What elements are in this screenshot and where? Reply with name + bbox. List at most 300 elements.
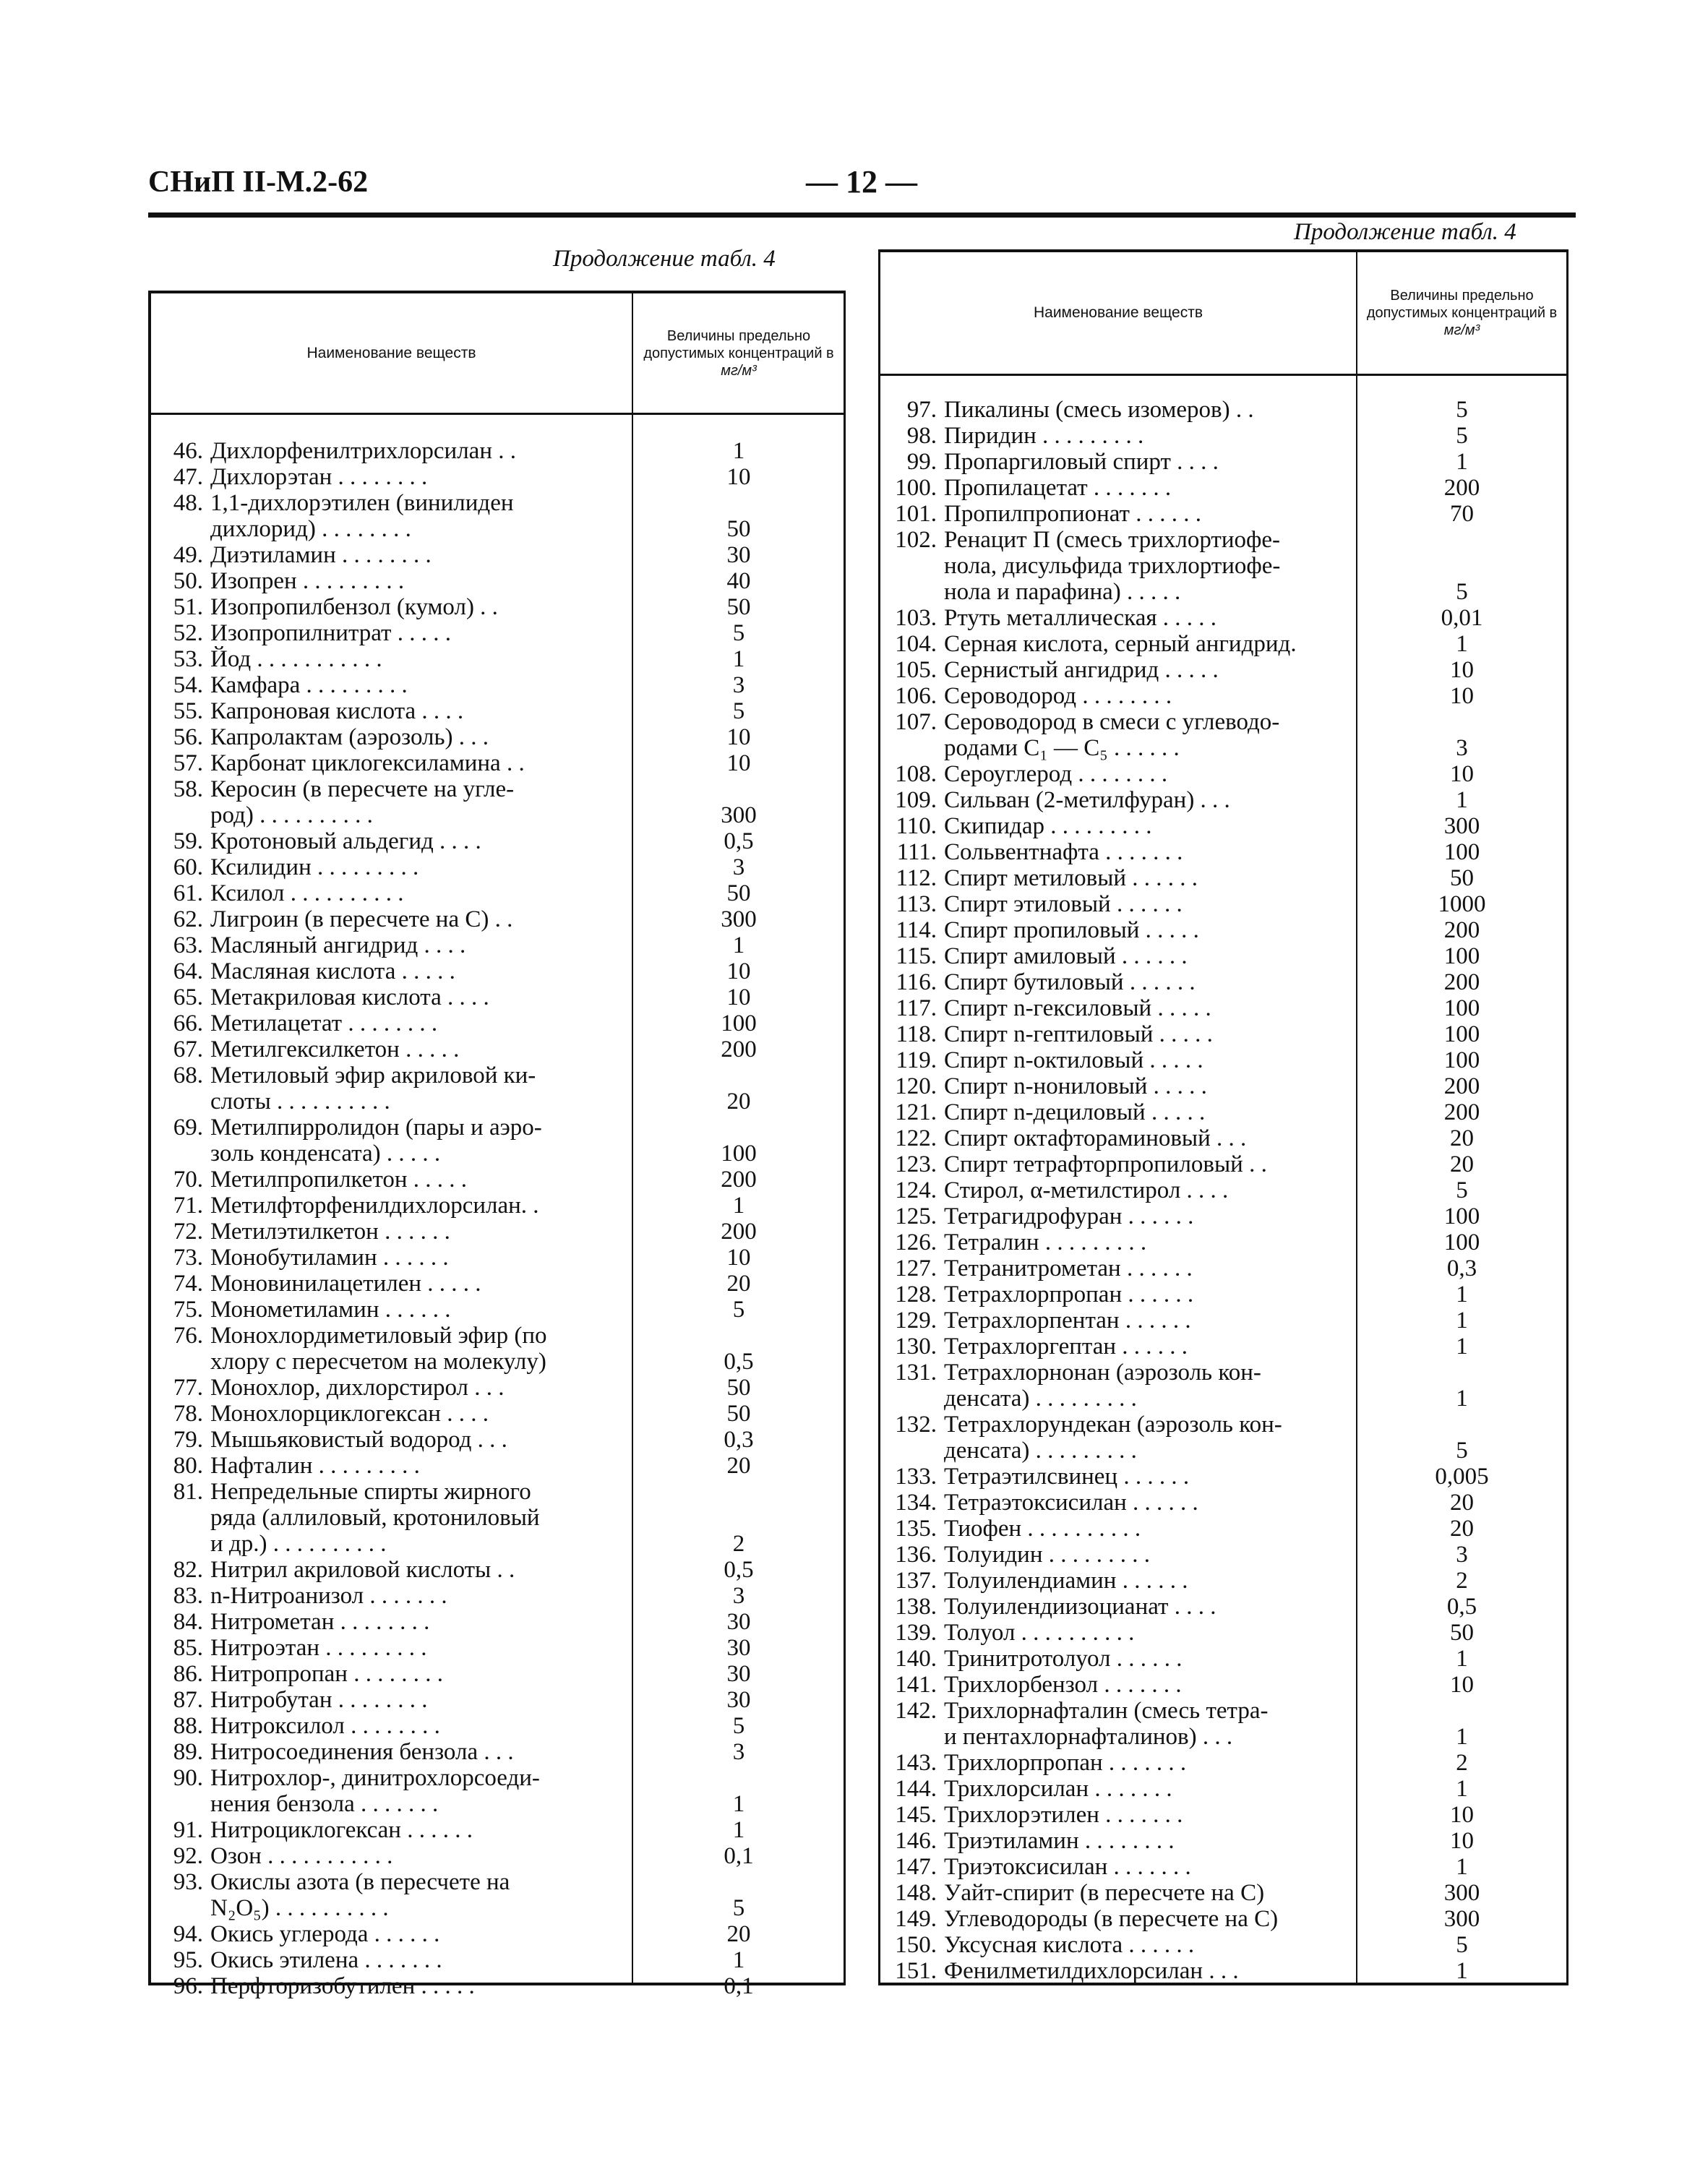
substance-name: Нитроксилол . . . . . . . . bbox=[210, 1713, 440, 1739]
substance-name: Пропаргиловый спирт . . . . bbox=[944, 449, 1219, 475]
limit-value: 10 bbox=[726, 724, 751, 750]
table-row bbox=[880, 1308, 1566, 1334]
table-row bbox=[880, 1776, 1566, 1802]
row-number: 62. bbox=[173, 906, 203, 932]
substance-name: Масляная кислота . . . . . bbox=[210, 958, 455, 984]
row-number: 53. bbox=[173, 646, 203, 672]
limit-value: 0,01 bbox=[1441, 605, 1483, 631]
table-row bbox=[880, 1255, 1566, 1281]
limit-value: 1 bbox=[732, 438, 745, 464]
row-number: 90. bbox=[173, 1765, 203, 1791]
limit-value: 0,005 bbox=[1435, 1464, 1489, 1490]
table-row bbox=[880, 1646, 1566, 1672]
row-number: 133. bbox=[895, 1464, 937, 1490]
row-number: 51. bbox=[173, 594, 203, 620]
substance-name: Нитроциклогексан . . . . . . bbox=[210, 1817, 473, 1843]
row-number: 64. bbox=[173, 958, 203, 984]
row-number: 70. bbox=[173, 1167, 203, 1193]
substance-name: Тетрагидрофуран . . . . . . bbox=[944, 1203, 1194, 1229]
table-row bbox=[880, 1594, 1566, 1620]
table-row bbox=[880, 917, 1566, 943]
row-number: 120. bbox=[895, 1073, 937, 1099]
left-table bbox=[148, 291, 846, 1999]
row-number: 63. bbox=[173, 932, 203, 958]
substance-name: Спирт бутиловый . . . . . . bbox=[944, 969, 1196, 995]
limit-value: 200 bbox=[721, 1167, 757, 1193]
limit-value: 1 bbox=[1456, 1854, 1468, 1880]
row-number: 86. bbox=[173, 1661, 203, 1687]
limit-value: 30 bbox=[726, 1635, 751, 1661]
row-number: 144. bbox=[895, 1776, 937, 1802]
substance-name: Метакриловая кислота . . . . bbox=[210, 984, 489, 1010]
limit-value: 50 bbox=[726, 880, 751, 906]
table-row bbox=[151, 1245, 844, 1271]
substance-name: Монохлордиметиловый эфир (по хлору с пересчетом на молекулу) bbox=[210, 1323, 547, 1375]
row-number: 124. bbox=[895, 1177, 937, 1203]
substance-name: Нитрохлор-, динитрохлорсоеди- нения бензола . . . . . . . bbox=[210, 1765, 540, 1817]
table-row bbox=[151, 776, 844, 828]
substance-name: Нитросоединения бензола . . . bbox=[210, 1739, 514, 1765]
substance-name: Изопрен . . . . . . . . . bbox=[210, 568, 405, 594]
limit-value: 20 bbox=[726, 1921, 751, 1947]
substance-name: Изопропилбензол (кумол) . . bbox=[210, 594, 498, 620]
table-row bbox=[880, 761, 1566, 787]
table-row bbox=[880, 1932, 1566, 1958]
limit-value: 1 bbox=[732, 1947, 745, 1973]
substance-name: Тетрахлорундекан (аэрозоль кон- денсата) . . . . . . . . . bbox=[944, 1412, 1282, 1464]
substance-name: Метилпропилкетон . . . . . bbox=[210, 1167, 468, 1193]
row-number: 73. bbox=[173, 1245, 203, 1271]
table-row bbox=[880, 1698, 1566, 1750]
limit-value: 1 bbox=[1456, 1776, 1468, 1802]
row-number: 59. bbox=[173, 828, 203, 854]
limit-value: 0,3 bbox=[724, 1427, 754, 1453]
limit-value: 50 bbox=[1450, 1620, 1474, 1646]
row-number: 65. bbox=[173, 984, 203, 1010]
table-row bbox=[151, 854, 844, 880]
row-number: 113. bbox=[896, 891, 937, 917]
limit-value: 200 bbox=[1443, 475, 1480, 501]
table-row bbox=[880, 1151, 1566, 1177]
limit-value: 30 bbox=[726, 542, 751, 568]
row-number: 100. bbox=[895, 475, 937, 501]
substance-name: Нитропропан . . . . . . . . bbox=[210, 1661, 443, 1687]
substance-name: Спирт тетрафторпропиловый . . bbox=[944, 1151, 1267, 1177]
substance-name: Трихлорпропан . . . . . . . bbox=[944, 1750, 1187, 1776]
substance-name: Трихлорсилан . . . . . . . bbox=[944, 1776, 1172, 1802]
substance-name: Метилгексилкетон . . . . . bbox=[210, 1036, 460, 1062]
substance-name: Масляный ангидрид . . . . bbox=[210, 932, 466, 958]
table-row bbox=[151, 490, 844, 542]
table-row bbox=[151, 1557, 844, 1583]
row-number: 126. bbox=[895, 1229, 937, 1255]
limit-value: 10 bbox=[726, 464, 751, 490]
limit-value: 1 bbox=[1456, 1308, 1468, 1334]
substance-name: Капролактам (аэрозоль) . . . bbox=[210, 724, 489, 750]
table-row bbox=[880, 709, 1566, 761]
row-number: 47. bbox=[173, 464, 203, 490]
limit-value: 1 bbox=[732, 932, 745, 958]
value-unit: мг/м³ bbox=[1443, 322, 1480, 338]
limit-value: 1 bbox=[732, 646, 745, 672]
row-number: 94. bbox=[173, 1921, 203, 1947]
substance-name: Тиофен . . . . . . . . . . bbox=[944, 1516, 1141, 1542]
substance-name: Метиловый эфир акриловой ки- слоты . . . . . . . . . . bbox=[210, 1062, 536, 1115]
row-number: 146. bbox=[895, 1828, 937, 1854]
table-row bbox=[151, 724, 844, 750]
table-row bbox=[151, 1609, 844, 1635]
table-row bbox=[880, 605, 1566, 631]
limit-value: 10 bbox=[726, 1245, 751, 1271]
limit-value: 10 bbox=[1450, 761, 1474, 787]
table-row bbox=[151, 1739, 844, 1765]
table-row bbox=[151, 1817, 844, 1843]
substance-name: Сернистый ангидрид . . . . . bbox=[944, 657, 1219, 683]
limit-value: 5 bbox=[1456, 579, 1468, 605]
table-row bbox=[880, 995, 1566, 1021]
substance-name: Толуилендиамин . . . . . . bbox=[944, 1568, 1188, 1594]
substance-name: Тетрахлорпентан . . . . . . bbox=[944, 1308, 1191, 1334]
substance-name: Тетрахлоргептан . . . . . . bbox=[944, 1334, 1188, 1360]
substance-name: Спирт n-гексиловый . . . . . bbox=[944, 995, 1211, 1021]
substance-name: Пропилпропионат . . . . . . bbox=[944, 501, 1201, 527]
table-row bbox=[880, 527, 1566, 605]
substance-name: Уксусная кислота . . . . . . bbox=[944, 1932, 1195, 1958]
table-row bbox=[151, 1661, 844, 1687]
row-number: 88. bbox=[173, 1713, 203, 1739]
substance-name: Пикалины (смесь изомеров) . . bbox=[944, 397, 1254, 423]
row-number: 97. bbox=[906, 397, 937, 423]
substance-name: Углеводороды (в пересчете на С) bbox=[944, 1906, 1279, 1932]
table-row bbox=[880, 1203, 1566, 1229]
row-number: 151. bbox=[895, 1958, 937, 1984]
limit-value: 5 bbox=[1456, 1177, 1468, 1203]
substance-name: Йод . . . . . . . . . . . bbox=[210, 646, 382, 672]
table-row bbox=[151, 1765, 844, 1817]
table-row bbox=[880, 813, 1566, 839]
document-code: СНиП II-М.2-62 bbox=[148, 166, 369, 199]
table-row bbox=[151, 1687, 844, 1713]
limit-value: 200 bbox=[721, 1036, 757, 1062]
limit-value: 20 bbox=[1450, 1490, 1474, 1516]
table-row bbox=[880, 397, 1566, 423]
limit-value: 1 bbox=[1456, 449, 1468, 475]
limit-value: 0,5 bbox=[1446, 1594, 1477, 1620]
row-number: 141. bbox=[895, 1672, 937, 1698]
row-number: 116. bbox=[896, 969, 937, 995]
table-row bbox=[880, 787, 1566, 813]
table-row bbox=[151, 594, 844, 620]
row-number: 101. bbox=[895, 501, 937, 527]
limit-value: 50 bbox=[726, 1401, 751, 1427]
limit-value: 20 bbox=[726, 1271, 751, 1297]
substance-name: Тетраэтилсвинец . . . . . . bbox=[944, 1464, 1190, 1490]
row-number: 104. bbox=[895, 631, 937, 657]
limit-value: 100 bbox=[1443, 995, 1480, 1021]
substance-name: 1,1-дихлорэтилен (винилиден дихлорид) . . . . . . . . bbox=[210, 490, 514, 542]
row-number: 68. bbox=[173, 1062, 203, 1088]
row-number: 136. bbox=[895, 1542, 937, 1568]
substance-name: Камфара . . . . . . . . . bbox=[210, 672, 408, 698]
limit-value: 20 bbox=[1450, 1151, 1474, 1177]
row-number: 135. bbox=[895, 1516, 937, 1542]
substance-name: Сероуглерод . . . . . . . . bbox=[944, 761, 1168, 787]
substance-name: Метилпирролидон (пары и аэро- золь конденсата) . . . . . bbox=[210, 1115, 542, 1167]
substance-name: Нитробутан . . . . . . . . bbox=[210, 1687, 428, 1713]
row-number: 95. bbox=[173, 1947, 203, 1973]
limit-value: 0,5 bbox=[724, 1349, 754, 1375]
substance-name: Сильван (2-метилфуран) . . . bbox=[944, 787, 1230, 813]
limit-value: 5 bbox=[1456, 423, 1468, 449]
row-number: 118. bbox=[896, 1021, 937, 1047]
limit-value: 1 bbox=[1456, 787, 1468, 813]
row-number: 131. bbox=[895, 1360, 937, 1386]
continuation-label-left: Продолжение табл. 4 bbox=[553, 246, 776, 272]
table-row bbox=[880, 969, 1566, 995]
substance-name: Фенилметилдихлорсилан . . . bbox=[944, 1958, 1239, 1984]
limit-value: 100 bbox=[1443, 1203, 1480, 1229]
table-row bbox=[151, 1843, 844, 1869]
substance-name: Монохлор, дихлорстирол . . . bbox=[210, 1375, 505, 1401]
limit-value: 5 bbox=[732, 1713, 745, 1739]
table-row bbox=[880, 1542, 1566, 1568]
substance-name: Метилацетат . . . . . . . . bbox=[210, 1010, 438, 1036]
table-row bbox=[880, 1464, 1566, 1490]
substance-name: Карбонат циклогексиламина . . bbox=[210, 750, 525, 776]
limit-value: 0,1 bbox=[724, 1973, 754, 1999]
limit-value: 50 bbox=[726, 1375, 751, 1401]
limit-value: 30 bbox=[726, 1661, 751, 1687]
substance-name: Тетрахлорпропан . . . . . . bbox=[944, 1281, 1194, 1308]
row-number: 117. bbox=[896, 995, 937, 1021]
table-row bbox=[880, 1047, 1566, 1073]
substance-name: Кротоновый альдегид . . . . bbox=[210, 828, 481, 854]
limit-value: 3 bbox=[732, 1583, 745, 1609]
substance-name: Окись углерода . . . . . . bbox=[210, 1921, 440, 1947]
substance-name: Дихлорфенилтрихлорсилан . . bbox=[210, 438, 516, 464]
continuation-label-right: Продолжение табл. 4 bbox=[1294, 219, 1516, 245]
table-row bbox=[880, 1828, 1566, 1854]
row-number: 128. bbox=[895, 1281, 937, 1308]
row-number: 81. bbox=[173, 1479, 203, 1505]
table-row bbox=[151, 906, 844, 932]
value-column-header bbox=[632, 293, 846, 413]
limit-value: 200 bbox=[1443, 917, 1480, 943]
row-number: 115. bbox=[896, 943, 937, 969]
limit-value: 5 bbox=[1456, 1932, 1468, 1958]
limit-value: 40 bbox=[726, 568, 751, 594]
substance-name: Ксилол . . . . . . . . . . bbox=[210, 880, 404, 906]
substance-name: Спирт метиловый . . . . . . bbox=[944, 865, 1198, 891]
row-number: 82. bbox=[173, 1557, 203, 1583]
table-row bbox=[151, 1453, 844, 1479]
limit-value: 200 bbox=[1443, 1073, 1480, 1099]
substance-name: Нитрометан . . . . . . . . bbox=[210, 1609, 430, 1635]
table-row bbox=[151, 438, 844, 464]
row-number: 109. bbox=[895, 787, 937, 813]
table-row bbox=[880, 423, 1566, 449]
row-number: 83. bbox=[173, 1583, 203, 1609]
limit-value: 5 bbox=[732, 1297, 745, 1323]
substance-name: Ртуть металлическая . . . . . bbox=[944, 605, 1217, 631]
row-number: 93. bbox=[173, 1869, 203, 1895]
substance-name: Керосин (в пересчете на угле- род) . . . . . . . . . . bbox=[210, 776, 515, 828]
table-row bbox=[880, 1334, 1566, 1360]
row-number: 75. bbox=[173, 1297, 203, 1323]
limit-value: 1 bbox=[1456, 1958, 1468, 1984]
row-number: 58. bbox=[173, 776, 203, 802]
substance-name: Моновинилацетилен . . . . . bbox=[210, 1271, 481, 1297]
table-row bbox=[151, 646, 844, 672]
limit-value: 300 bbox=[1443, 1906, 1480, 1932]
table-row bbox=[880, 1854, 1566, 1880]
table-row bbox=[151, 1635, 844, 1661]
substance-name: Капроновая кислота . . . . bbox=[210, 698, 464, 724]
substance-name: Пиридин . . . . . . . . . bbox=[944, 423, 1144, 449]
limit-value: 5 bbox=[732, 620, 745, 646]
row-number: 57. bbox=[173, 750, 203, 776]
row-number: 102. bbox=[895, 527, 937, 553]
substance-name: Тринитротолуол . . . . . . bbox=[944, 1646, 1183, 1672]
limit-value: 10 bbox=[726, 984, 751, 1010]
table-row bbox=[151, 1427, 844, 1453]
row-number: 127. bbox=[895, 1255, 937, 1281]
table-row bbox=[151, 620, 844, 646]
table-row bbox=[151, 984, 844, 1010]
limit-value: 300 bbox=[721, 802, 757, 828]
substance-name: Тетранитрометан . . . . . . bbox=[944, 1255, 1193, 1281]
table-row bbox=[151, 1167, 844, 1193]
limit-value: 5 bbox=[732, 698, 745, 724]
limit-value: 50 bbox=[1450, 865, 1474, 891]
substance-name: Мышьяковистый водород . . . bbox=[210, 1427, 507, 1453]
substance-name: Спирт n-гептиловый . . . . . bbox=[944, 1021, 1213, 1047]
table-row bbox=[880, 1360, 1566, 1412]
substance-name: Тетраэтоксисилан . . . . . . bbox=[944, 1490, 1198, 1516]
row-number: 77. bbox=[173, 1375, 203, 1401]
value-column-header-text: Величины предельно допустимых концентраций в bbox=[643, 327, 834, 361]
limit-value: 30 bbox=[726, 1687, 751, 1713]
limit-value: 1000 bbox=[1438, 891, 1486, 917]
table-row bbox=[880, 1568, 1566, 1594]
limit-value: 100 bbox=[1443, 1021, 1480, 1047]
table-row bbox=[151, 1375, 844, 1401]
limit-value: 20 bbox=[726, 1088, 751, 1115]
table-row bbox=[880, 657, 1566, 683]
row-number: 89. bbox=[173, 1739, 203, 1765]
substance-name: Триэтоксисилан . . . . . . . bbox=[944, 1854, 1191, 1880]
table-row bbox=[151, 1583, 844, 1609]
table-row bbox=[880, 865, 1566, 891]
table-row bbox=[151, 1323, 844, 1375]
substance-name: Тетралин . . . . . . . . . bbox=[944, 1229, 1147, 1255]
limit-value: 0,3 bbox=[1446, 1255, 1477, 1281]
limit-value: 10 bbox=[726, 750, 751, 776]
table-row bbox=[151, 1271, 844, 1297]
row-number: 79. bbox=[173, 1427, 203, 1453]
substance-name: Спирт n-дециловый . . . . . bbox=[944, 1099, 1206, 1125]
row-number: 121. bbox=[895, 1099, 937, 1125]
table-row bbox=[880, 1125, 1566, 1151]
table-row bbox=[151, 568, 844, 594]
limit-value: 1 bbox=[732, 1791, 745, 1817]
table-row bbox=[151, 1713, 844, 1739]
table-row bbox=[151, 1947, 844, 1973]
limit-value: 1 bbox=[1456, 1281, 1468, 1308]
limit-value: 20 bbox=[1450, 1516, 1474, 1542]
limit-value: 300 bbox=[721, 906, 757, 932]
row-number: 69. bbox=[173, 1115, 203, 1141]
limit-value: 50 bbox=[726, 594, 751, 620]
row-number: 147. bbox=[895, 1854, 937, 1880]
substance-name: Сольвентнафта . . . . . . . bbox=[944, 839, 1183, 865]
limit-value: 0,5 bbox=[724, 828, 754, 854]
limit-value: 3 bbox=[732, 1739, 745, 1765]
substance-name: Трихлорэтилен . . . . . . . bbox=[944, 1802, 1183, 1828]
table-row bbox=[151, 672, 844, 698]
limit-value: 300 bbox=[1443, 1880, 1480, 1906]
limit-value: 1 bbox=[1456, 1646, 1468, 1672]
limit-value: 10 bbox=[1450, 657, 1474, 683]
limit-value: 100 bbox=[721, 1010, 757, 1036]
substance-name: Толуол . . . . . . . . . . bbox=[944, 1620, 1135, 1646]
limit-value: 0,1 bbox=[724, 1843, 754, 1869]
row-number: 122. bbox=[895, 1125, 937, 1151]
row-number: 140. bbox=[895, 1646, 937, 1672]
right-table-header bbox=[880, 252, 1566, 376]
row-number: 110. bbox=[896, 813, 937, 839]
row-number: 150. bbox=[895, 1932, 937, 1958]
row-number: 46. bbox=[173, 438, 203, 464]
limit-value: 1 bbox=[1456, 631, 1468, 657]
substance-name: Скипидар . . . . . . . . . bbox=[944, 813, 1152, 839]
row-number: 49. bbox=[173, 542, 203, 568]
limit-value: 200 bbox=[721, 1219, 757, 1245]
table-row bbox=[880, 1802, 1566, 1828]
table-row bbox=[151, 828, 844, 854]
table-row bbox=[880, 501, 1566, 527]
limit-value: 100 bbox=[721, 1141, 757, 1167]
page-number: — 12 — bbox=[806, 164, 917, 199]
table-row bbox=[880, 1958, 1566, 1984]
substance-name: Озон . . . . . . . . . . . bbox=[210, 1843, 393, 1869]
row-number: 143. bbox=[895, 1750, 937, 1776]
substance-name: Монобутиламин . . . . . . bbox=[210, 1245, 449, 1271]
substance-name: Трихлорбензол . . . . . . . bbox=[944, 1672, 1182, 1698]
row-number: 54. bbox=[173, 672, 203, 698]
substance-name: Метилэтилкетон . . . . . . bbox=[210, 1219, 450, 1245]
table-row bbox=[151, 1297, 844, 1323]
row-number: 67. bbox=[173, 1036, 203, 1062]
row-number: 96. bbox=[173, 1973, 203, 1999]
row-number: 149. bbox=[895, 1906, 937, 1932]
row-number: 48. bbox=[173, 490, 203, 516]
substance-name: Сероводород . . . . . . . . bbox=[944, 683, 1172, 709]
row-number: 111. bbox=[896, 839, 937, 865]
limit-value: 3 bbox=[1456, 735, 1468, 761]
limit-value: 3 bbox=[732, 854, 745, 880]
row-number: 148. bbox=[895, 1880, 937, 1906]
substance-name: Изопропилнитрат . . . . . bbox=[210, 620, 451, 646]
table-row bbox=[151, 1115, 844, 1167]
row-number: 87. bbox=[173, 1687, 203, 1713]
substance-name: Толуидин . . . . . . . . . bbox=[944, 1542, 1150, 1568]
substance-name: Окислы азота (в пересчете на N₂O₅) . . . . . . . . . . bbox=[210, 1869, 510, 1921]
limit-value: 0,5 bbox=[724, 1557, 754, 1583]
row-number: 78. bbox=[173, 1401, 203, 1427]
substance-name: Нитрил акриловой кислоты . . bbox=[210, 1557, 515, 1583]
row-number: 112. bbox=[896, 865, 937, 891]
